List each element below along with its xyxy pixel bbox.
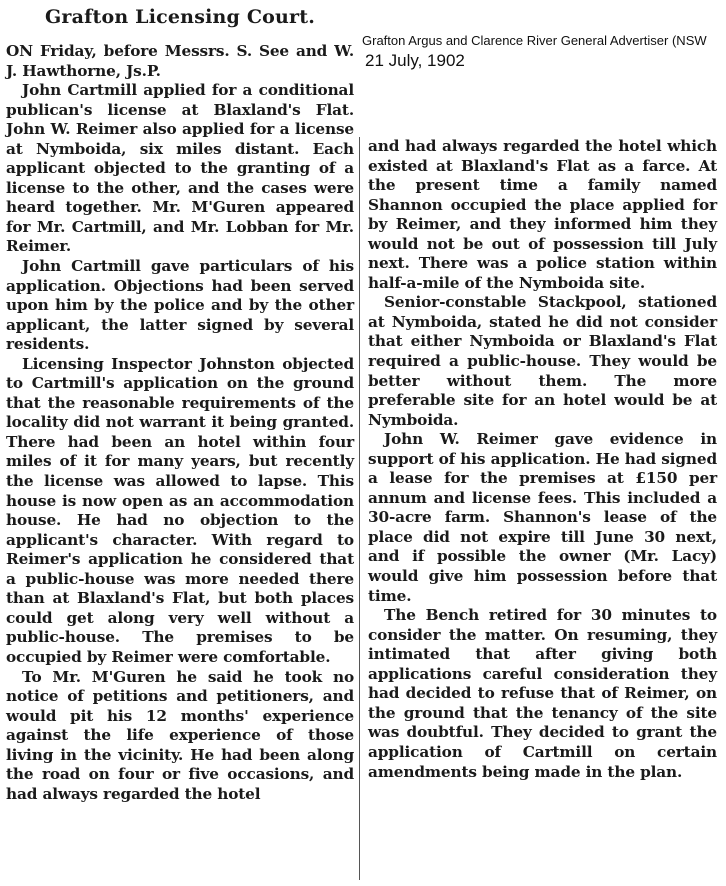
paragraph: ON Friday, before Messrs. S. See and W. J. Hawthorne, Js.P.	[6, 42, 354, 80]
paragraph: Senior-constable Stackpool, stationed at Nymboida, stated he did not consider that either Nymboida or Blaxland's Flat required a public-house. They would be better without them. The more preferable site for an hotel would be at Nymboida.	[368, 293, 717, 429]
article-headline: Grafton Licensing Court.	[44, 6, 316, 28]
paragraph: John W. Reimer gave evidence in support of his application. He had signed a lease for the premises at £150 per annum and license fees. This included a 30-acre farm. Shannon's lease of the place did not expire till June 30 next, and if possible the owner (Mr. Lacy) would give him possession before that time.	[368, 430, 717, 605]
paragraph: John Cartmill gave particulars of his application. Objections had been served upon him by the police and by the other applicant, the latter signed by several residents.	[6, 257, 354, 354]
left-column	[6, 42, 354, 804]
source-date: 21 July, 1902	[365, 51, 465, 70]
paragraph: The Bench retired for 30 minutes to consider the matter. On resuming, they intimated that after giving both applications careful consideration they had decided to refuse that of Reimer, on the ground that the tenancy of the site was doubtful. They decided to grant the application of Cartmill on certain amendments being made in the plan.	[368, 606, 717, 781]
paragraph: and had always regarded the hotel which existed at Blaxland's Flat as a farce. At the present time a family named Shannon occupied the place applied for by Reimer, and they informed him they would not be out of possession till July next. There was a police station within half-a-mile of the Nymboida site.	[368, 137, 717, 292]
paragraph: To Mr. M'Guren he said he took no notice of petitions and petitioners, and would pit his 12 months' experience against the life experience of those living in the vicinity. He had been along the road on four or five occasions, and had always regarded the hotel	[6, 667, 354, 803]
right-column	[368, 137, 717, 782]
column-divider	[359, 137, 360, 880]
paragraph: Licensing Inspector Johnston objected to Cartmill's application on the ground that the reasonable requirements of the locality did not warrant it being granted. There had been an hotel within four miles of it for many years, but recently the license was allowed to lapse. This house is now open as an accommodation house. He had no objection to the applicant's character. With regard to Reimer's application he considered that a public-house was more needed there than at Blaxland's Flat, but both places could get along very well without a public-house. The premises to be occupied by Reimer were comfortable.	[6, 354, 354, 666]
source-publication: Grafton Argus and Clarence River General Advertiser (NSW	[362, 33, 707, 48]
paragraph: John Cartmill applied for a conditional publican's license at Blaxland's Flat. John W. Reimer also applied for a license at Nymboida, six miles distant. Each applicant objected to the granting of a license to the other, and the cases were heard together. Mr. M'Guren appeared for Mr. Cartmill, and Mr. Lobban for Mr. Reimer.	[6, 81, 354, 256]
